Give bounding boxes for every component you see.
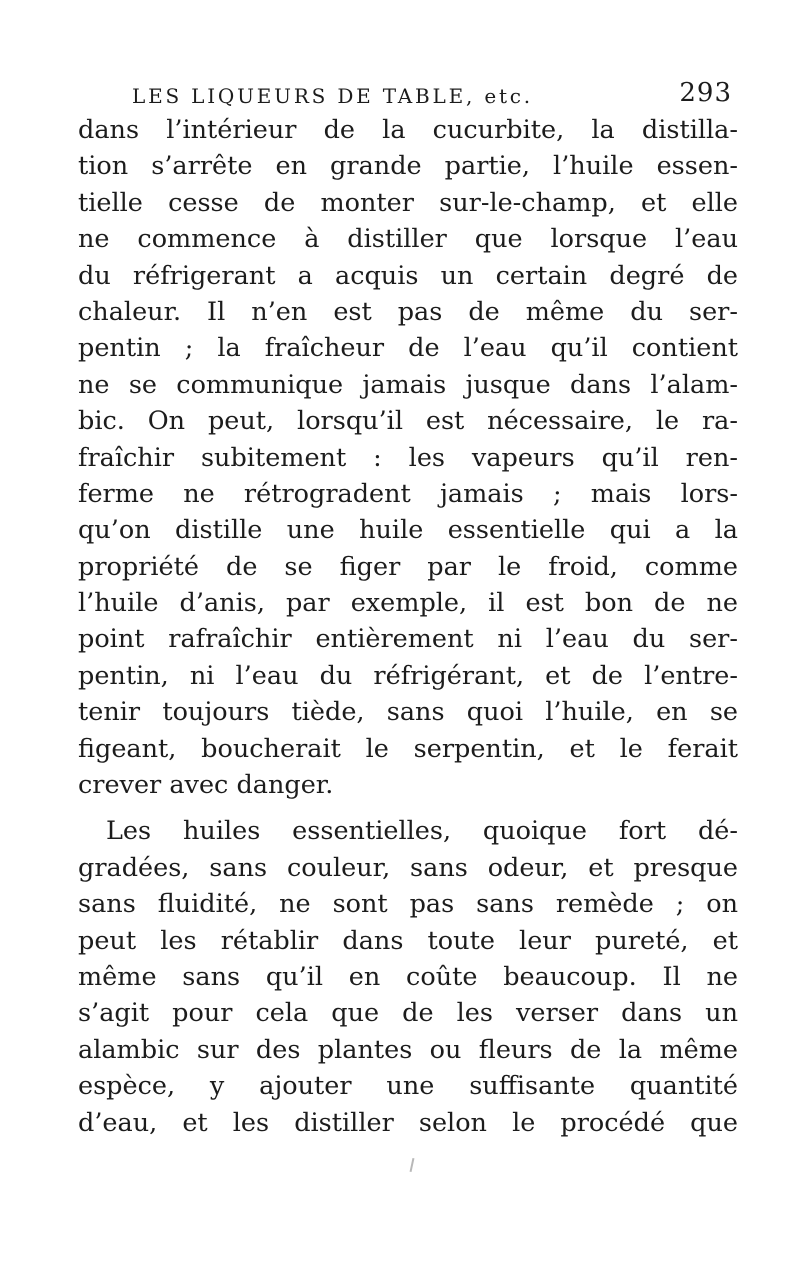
- body-text: [78, 112, 738, 1141]
- text-line: sans fluidité, ne sont pas sans remède ; on: [78, 889, 738, 920]
- text-line: chaleur. Il n’en est pas de même du ser-: [78, 296, 738, 327]
- text-line: gradées, sans couleur, sans odeur, et presque: [78, 852, 738, 883]
- text-line: figeant, boucherait le serpentin, et le ferait: [78, 733, 738, 764]
- text-line: d’eau, et les distiller selon le procédé que: [78, 1107, 738, 1138]
- running-head: [132, 78, 732, 112]
- text-line: dans l’intérieur de la cucurbite, la distilla-: [78, 115, 738, 145]
- paragraph-1: [78, 112, 738, 803]
- text-line: pentin ; la fraîcheur de l’eau qu’il contient: [78, 333, 738, 364]
- running-title: LES LIQUEURS DE TABLE, etc.: [132, 84, 533, 108]
- text-line: l’huile d’anis, par exemple, il est bon de ne: [78, 588, 738, 619]
- text-line: tion s’arrête en grande partie, l’huile essen-: [78, 151, 738, 182]
- text-line: bic. On peut, lorsqu’il est nécessaire, le ra-: [78, 406, 738, 437]
- paragraph-2: [78, 813, 738, 1141]
- text-line: alambic sur des plantes ou fleurs de la même: [78, 1034, 738, 1065]
- text-line: tenir toujours tiède, sans quoi l’huile, en se: [78, 697, 738, 728]
- text-line: ferme ne rétrogradent jamais ; mais lors-: [78, 478, 738, 509]
- text-line: du réfrigerant a acquis un certain degré de: [78, 260, 738, 291]
- text-line: Les huiles essentielles, quoique fort dé-: [106, 816, 738, 847]
- text-line: propriété de se figer par le froid, comme: [78, 551, 738, 582]
- paragraph-gap: [78, 803, 738, 813]
- page-number: 293: [679, 78, 732, 108]
- text-line: crever avec danger.: [78, 770, 334, 801]
- text-line: même sans qu’il en coûte beaucoup. Il ne: [78, 961, 738, 992]
- text-line: ne se communique jamais jusque dans l’alam-: [78, 369, 738, 400]
- text-line: tielle cesse de monter sur-le-champ, et elle: [78, 187, 738, 218]
- text-line: fraîchir subitement : les vapeurs qu’il ren-: [78, 442, 738, 473]
- text-line: peut les rétablir dans toute leur pureté, et: [78, 925, 738, 956]
- text-line: espèce, y ajouter une suffisante quantité: [78, 1071, 738, 1102]
- text-line: ne commence à distiller que lorsque l’eau: [78, 224, 738, 255]
- text-line: point rafraîchir entièrement ni l’eau du ser-: [78, 624, 738, 655]
- ink-mark: [410, 1158, 415, 1172]
- text-line: s’agit pour cela que de les verser dans un: [78, 998, 738, 1029]
- text-line: qu’on distille une huile essentielle qui a la: [78, 515, 738, 546]
- text-line: pentin, ni l’eau du réfrigérant, et de l’entre-: [78, 660, 738, 691]
